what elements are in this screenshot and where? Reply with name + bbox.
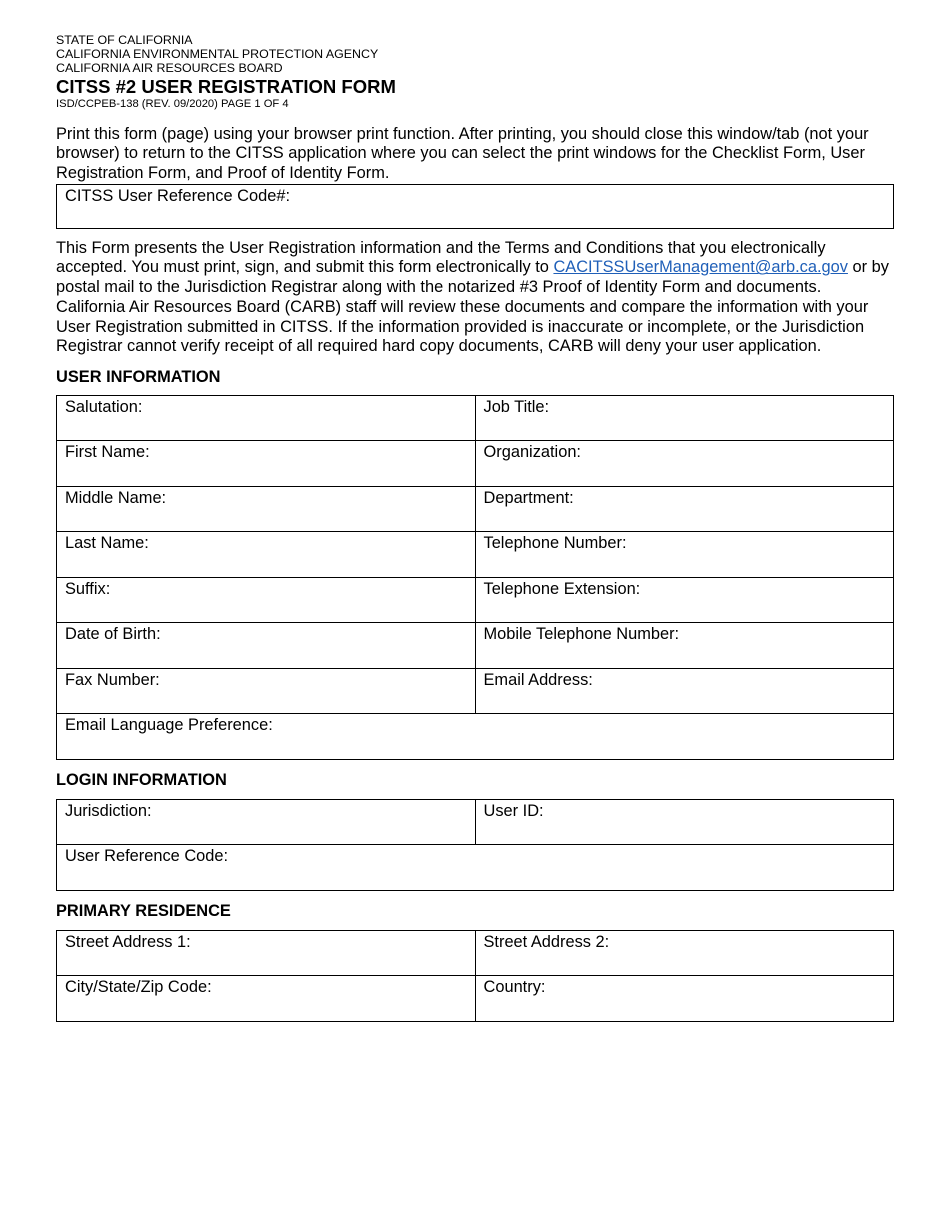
reference-code-box[interactable]	[56, 184, 894, 229]
telephone-field[interactable]: Telephone Number:	[475, 532, 894, 578]
user-info-table	[56, 395, 894, 760]
form-id: ISD/CCPEB-138 (REV. 09/2020) PAGE 1 OF 4	[56, 97, 289, 110]
terms-paragraph	[56, 239, 894, 357]
residence-table	[56, 930, 894, 1022]
email-address-field[interactable]: Email Address:	[475, 668, 894, 714]
city-state-zip-field[interactable]: City/State/Zip Code:	[57, 976, 476, 1022]
first-name-field[interactable]: First Name:	[57, 441, 476, 487]
header-board: CALIFORNIA AIR RESOURCES BOARD	[56, 61, 283, 76]
form-title: CITSS #2 USER REGISTRATION FORM	[56, 75, 396, 97]
last-name-field[interactable]: Last Name:	[57, 532, 476, 578]
user-info-heading: USER INFORMATION	[56, 367, 221, 386]
jurisdiction-field[interactable]: Jurisdiction:	[57, 799, 476, 845]
telephone-extension-field[interactable]: Telephone Extension:	[475, 577, 894, 623]
salutation-field[interactable]: Salutation:	[57, 395, 476, 441]
email-language-field[interactable]: Email Language Preference:	[57, 714, 894, 760]
date-of-birth-field[interactable]: Date of Birth:	[57, 623, 476, 669]
middle-name-field[interactable]: Middle Name:	[57, 486, 476, 532]
login-info-heading: LOGIN INFORMATION	[56, 770, 227, 789]
user-reference-code-field[interactable]: User Reference Code:	[57, 845, 894, 891]
form-page	[56, 33, 894, 1022]
residence-heading: PRIMARY RESIDENCE	[56, 901, 231, 920]
email-link[interactable]: CACITSSUserManagement@arb.ca.gov	[553, 258, 848, 277]
terms-text-after: or by postal mail to the Jurisdiction Registrar along with the notarized #3 Proof of Identity Form and documents. California Air Resources Board (CARB) staff will review these documents and compare the information with your User Registration submitted in CITSS. If the information provided is inaccurate or incomplete, or the Jurisdiction Registrar cannot verify receipt of all required hard copy documents, CARB will deny your user application.	[56, 258, 889, 356]
login-info-table	[56, 799, 894, 891]
header-agency: CALIFORNIA ENVIRONMENTAL PROTECTION AGENCY	[56, 47, 379, 62]
country-field[interactable]: Country:	[475, 976, 894, 1022]
job-title-field[interactable]: Job Title:	[475, 395, 894, 441]
department-field[interactable]: Department:	[475, 486, 894, 532]
user-id-field[interactable]: User ID:	[475, 799, 894, 845]
terms-text-before: This Form presents the User Registration information and the Terms and Conditions that you electronically accepted. You must print, sign, and submit this form electronically to	[56, 238, 826, 277]
suffix-field[interactable]: Suffix:	[57, 577, 476, 623]
street-address-2-field[interactable]: Street Address 2:	[475, 930, 894, 976]
street-address-1-field[interactable]: Street Address 1:	[57, 930, 476, 976]
mobile-telephone-field[interactable]: Mobile Telephone Number:	[475, 623, 894, 669]
organization-field[interactable]: Organization:	[475, 441, 894, 487]
intro-paragraph: Print this form (page) using your browser print function. After printing, you should close this window/tab (not your browser) to return to the CITSS application where you can select the print windows for the Checklist Form, User Registration Form, and Proof of Identity Form.	[56, 124, 869, 183]
reference-code-label: CITSS User Reference Code#:	[65, 186, 291, 205]
header-state: STATE OF CALIFORNIA	[56, 33, 193, 47]
fax-number-field[interactable]: Fax Number:	[57, 668, 476, 714]
